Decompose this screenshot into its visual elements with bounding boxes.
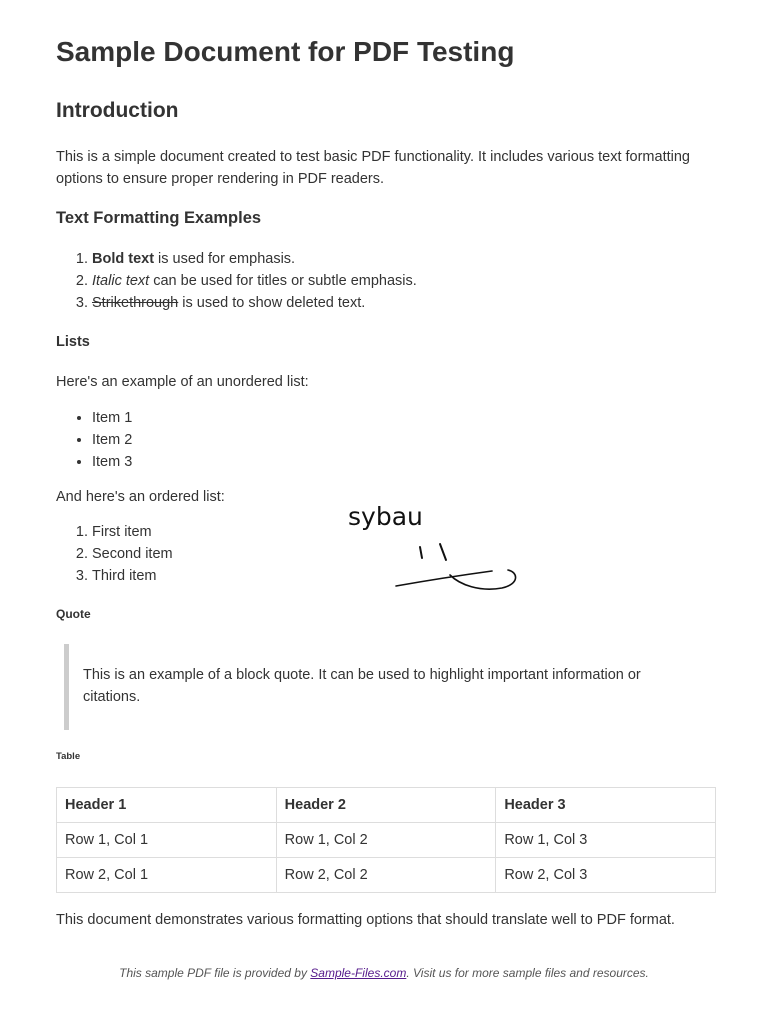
formatting-heading: Text Formatting Examples [56, 209, 262, 227]
table-header-cell: Header 1 [57, 788, 277, 823]
footer-text-after: . Visit us for more sample files and resources. [406, 966, 649, 980]
formatting-list [56, 248, 417, 314]
list-item-text: can be used for titles or subtle emphasis. [149, 273, 417, 289]
ordered-list [56, 521, 173, 587]
bold-example: Bold text [92, 251, 155, 267]
table-cell: Row 1, Col 1 [57, 823, 277, 858]
list-item: • Item 1 [92, 407, 132, 429]
block-quote: This is an example of a block quote. It can be used to highlight important information or citations. [64, 644, 664, 730]
list-item [92, 248, 417, 270]
table-cell: Row 2, Col 2 [276, 858, 496, 893]
signature-marks [420, 544, 446, 560]
table-cell: Row 1, Col 3 [496, 823, 716, 858]
list-item [92, 292, 417, 314]
sample-table [56, 787, 716, 893]
unordered-list [56, 407, 132, 473]
intro-paragraph: This is a simple document created to test basic PDF functionality. It includes various text formatting options to ensure proper rendering in PDF readers. [56, 149, 690, 187]
ordered-intro: And here's an ordered list: [56, 489, 225, 505]
list-item: 3. Third item [92, 565, 173, 587]
table-row [57, 858, 716, 893]
table-cell: Row 2, Col 3 [496, 858, 716, 893]
list-item-text: is used for emphasis. [154, 251, 296, 267]
signature-scribble [396, 570, 516, 589]
table-header-cell: Header 2 [276, 788, 496, 823]
list-item: • Item 3 [92, 451, 132, 473]
handwritten-signature [340, 500, 530, 600]
table-heading: Table [56, 751, 81, 762]
table-cell: Row 2, Col 1 [57, 858, 277, 893]
table-header-cell: Header 3 [496, 788, 716, 823]
closing-paragraph: This document demonstrates various formatting options that should translate well to PDF format. [56, 912, 675, 928]
footer-text-before: This sample PDF file is provided by [119, 966, 311, 980]
list-item: 2. Second item [92, 543, 173, 565]
table-header-row [57, 788, 716, 823]
unordered-intro: Here's an example of an unordered list: [56, 374, 309, 390]
table-row [57, 823, 716, 858]
page-footer [0, 966, 768, 980]
list-item: 1. First item [92, 521, 173, 543]
list-item-text: is used to show deleted text. [178, 295, 366, 311]
signature-text: sybau [348, 502, 423, 531]
intro-heading: Introduction [56, 99, 179, 122]
list-item: • Item 2 [92, 429, 132, 451]
strikethrough-example: Strikethrough [92, 295, 179, 311]
table-cell: Row 1, Col 2 [276, 823, 496, 858]
page-title: Sample Document for PDF Testing [56, 36, 515, 67]
italic-example: Italic text [92, 273, 150, 289]
list-item [92, 270, 417, 292]
lists-heading: Lists [56, 334, 90, 350]
sample-files-link[interactable]: Sample-Files.com [310, 966, 407, 980]
quote-heading: Quote [56, 607, 91, 621]
